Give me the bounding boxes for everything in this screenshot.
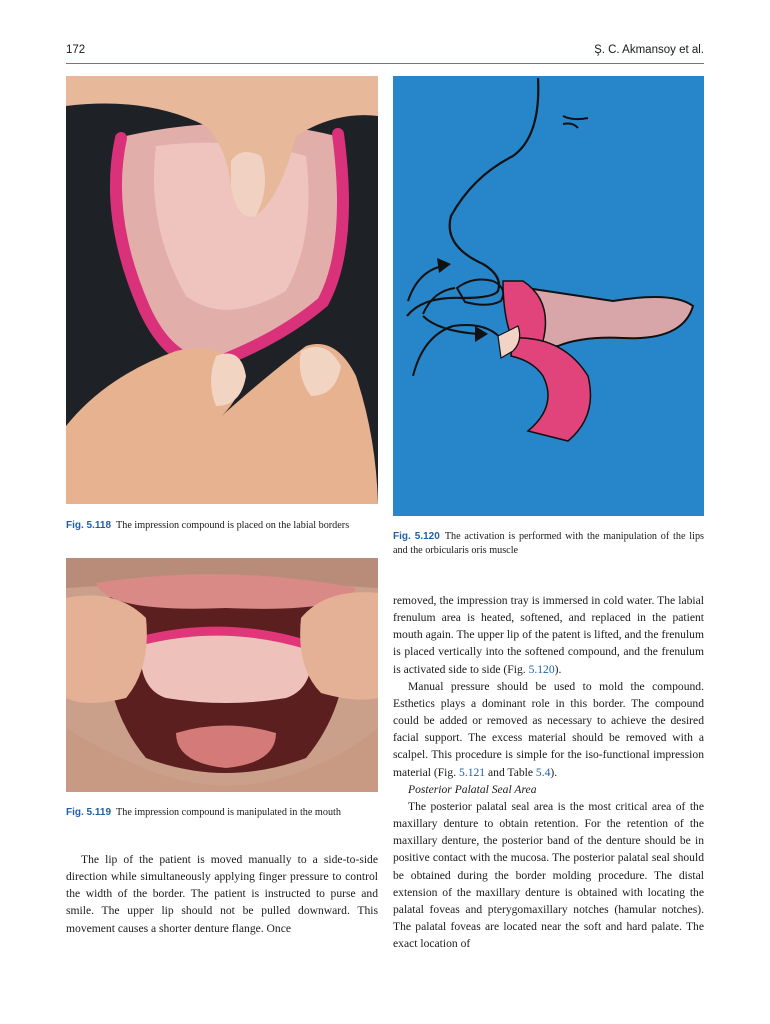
body-paragraph: removed, the impression tray is immersed in cold water. The labial frenulum area is heated, softened, and replaced in the patient mouth again. The upper lip of the patent is lifted, and the frenulum is placed vertically into the softened compound, and the frenulum is activated side to side (Fig. 5.120). <box>393 594 704 676</box>
figure-label: Fig. 5.119 <box>66 807 112 818</box>
figure-reference[interactable]: 5.120 <box>528 662 555 676</box>
body-paragraph: Manual pressure should be used to mold the compound. Esthetics plays a dominant role in this border. The compound could be added or removed as necessary to achieve the desired facial support. The excess material should be removed with a scalpel. This procedure is simple for the iso-functional impression material (Fig. 5.121 and Table 5.4). <box>393 679 704 779</box>
caption-text: The activation is performed with the manipulation of the lips and the orbicularis oris muscle <box>393 531 704 556</box>
figure-5-118-caption <box>66 519 378 533</box>
mouth-impression-photo <box>66 558 378 792</box>
caption-text: The impression compound is placed on the labial borders <box>116 520 350 531</box>
page-number: 172 <box>66 44 86 56</box>
section-subheading: Posterior Palatal Seal Area <box>408 782 537 796</box>
figure-label: Fig. 5.118 <box>66 520 112 531</box>
figure-label: Fig. 5.120 <box>393 531 440 542</box>
body-paragraph: The lip of the patient is moved manually to a side-to-side direction while simultaneously applying finger pressure to control the width of the border. The patient is instructed to purse and smile. The upper lip should not be pulled downward. This movement causes a shorter denture flange. Once <box>66 853 378 935</box>
running-header <box>66 44 704 62</box>
right-column-text <box>393 592 704 952</box>
figure-5-119-caption <box>66 806 378 820</box>
caption-text: The impression compound is manipulated in the mouth <box>116 807 341 818</box>
impression-tray-photo <box>66 76 378 504</box>
running-author: Ş. C. Akmansoy et al. <box>594 44 704 56</box>
figure-5-120-diagram <box>393 76 704 516</box>
figure-5-120-caption <box>393 530 704 558</box>
figure-reference[interactable]: 5.121 <box>459 765 486 779</box>
left-column-text <box>66 851 378 937</box>
lip-activation-diagram <box>393 76 704 516</box>
table-reference[interactable]: 5.4 <box>535 765 551 779</box>
figure-5-118-photo <box>66 76 378 504</box>
header-rule <box>66 63 704 64</box>
figure-5-119-photo <box>66 558 378 792</box>
body-paragraph: The posterior palatal seal area is the most critical area of the maxillary denture to obtain retention. For the retention of the maxillary denture, the posterior band of the denture should be in positive contact with the mucosa. The posterior palatal seal should be obtained during the border molding procedure. The distal extension of the maxillary denture is obtained with locating the palatal foveas and pterygomaxillary notches (hamular notches). The palatal foveas are located near the soft and hard palate. The exact location of <box>393 799 704 951</box>
